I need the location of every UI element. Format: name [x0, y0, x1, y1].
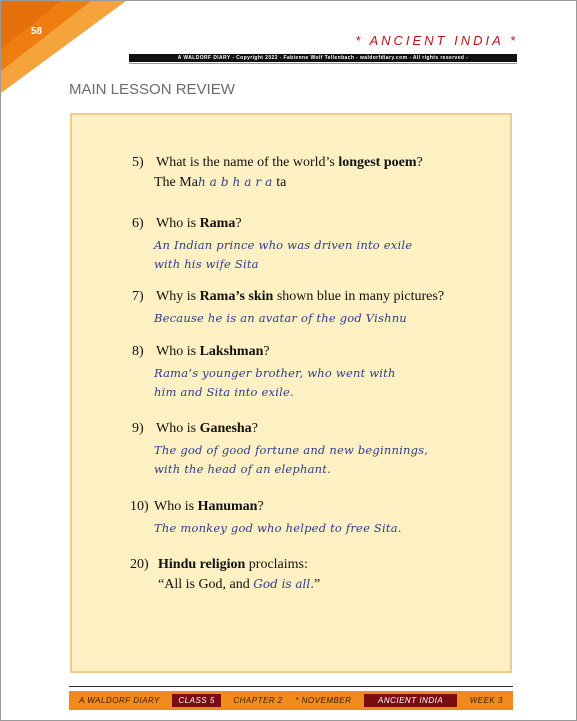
footer-bar	[69, 691, 513, 710]
question-8	[132, 344, 396, 402]
answer-fill-in: “All is God, and God is all.”	[158, 577, 321, 592]
answer-fill-in: The Mahabharata	[154, 175, 287, 190]
question-6	[132, 216, 412, 274]
header-rule	[129, 63, 517, 64]
handwritten-answer: Rama’s younger brother, who went with him and Sita into exile.	[154, 366, 396, 399]
footer-diary: A WALDORF DIARY	[79, 696, 160, 705]
footer-chapter: CHAPTER 2	[233, 696, 283, 705]
footer-month: * NOVEMBER	[295, 696, 352, 705]
question-number: 8)	[132, 344, 144, 359]
handwritten-answer: The god of good fortune and new beginnings, with the head of an elephant.	[154, 443, 429, 476]
handwritten-answer: The monkey god who helped to free Sita.	[154, 521, 402, 535]
footer-subject-badge: ANCIENT INDIA	[364, 694, 457, 707]
handwritten-answer: habhara	[197, 175, 277, 189]
question-number: 7)	[132, 289, 144, 304]
question-10	[130, 499, 402, 538]
question-number: 20)	[130, 557, 149, 572]
question-text: 9) Who is Ganesha?	[132, 421, 258, 436]
question-text: 8) Who is Lakshman?	[132, 344, 270, 359]
question-9	[132, 421, 428, 479]
footer-class-badge: CLASS 5	[172, 694, 220, 707]
question-text: 20) Hindu religion proclaims:	[130, 557, 308, 572]
review-panel	[70, 113, 512, 673]
question-text: 10) Who is Hanuman?	[130, 499, 264, 514]
section-title: MAIN LESSON REVIEW	[69, 81, 235, 98]
copyright-bar: A WALDORF DIARY - Copyright 2022 - Fabienne Wolf Tellenbach - waldorfdiary.com - All rights reserved -	[129, 54, 517, 62]
question-5	[132, 155, 423, 191]
handwritten-answer: God is all.	[253, 577, 315, 591]
question-text: 6) Who is Rama?	[132, 216, 242, 231]
footer-rule	[69, 686, 513, 687]
question-number: 10)	[130, 499, 149, 514]
question-20	[130, 557, 320, 593]
question-text: 5) What is the name of the world’s longest poem?	[132, 155, 423, 170]
handwritten-answer: Because he is an avatar of the god Vishnu	[154, 311, 407, 325]
question-7	[132, 289, 444, 328]
question-number: 5)	[132, 155, 144, 170]
question-text: 7) Why is Rama’s skin shown blue in many pictures?	[132, 289, 445, 304]
question-number: 9)	[132, 421, 144, 436]
footer-week: WEEK 3	[469, 696, 503, 705]
page-number: 58	[31, 26, 43, 37]
question-number: 6)	[132, 216, 144, 231]
book-title: * ANCIENT INDIA *	[355, 33, 518, 48]
handwritten-answer: An Indian prince who was driven into exile with his wife Sita	[154, 238, 413, 271]
